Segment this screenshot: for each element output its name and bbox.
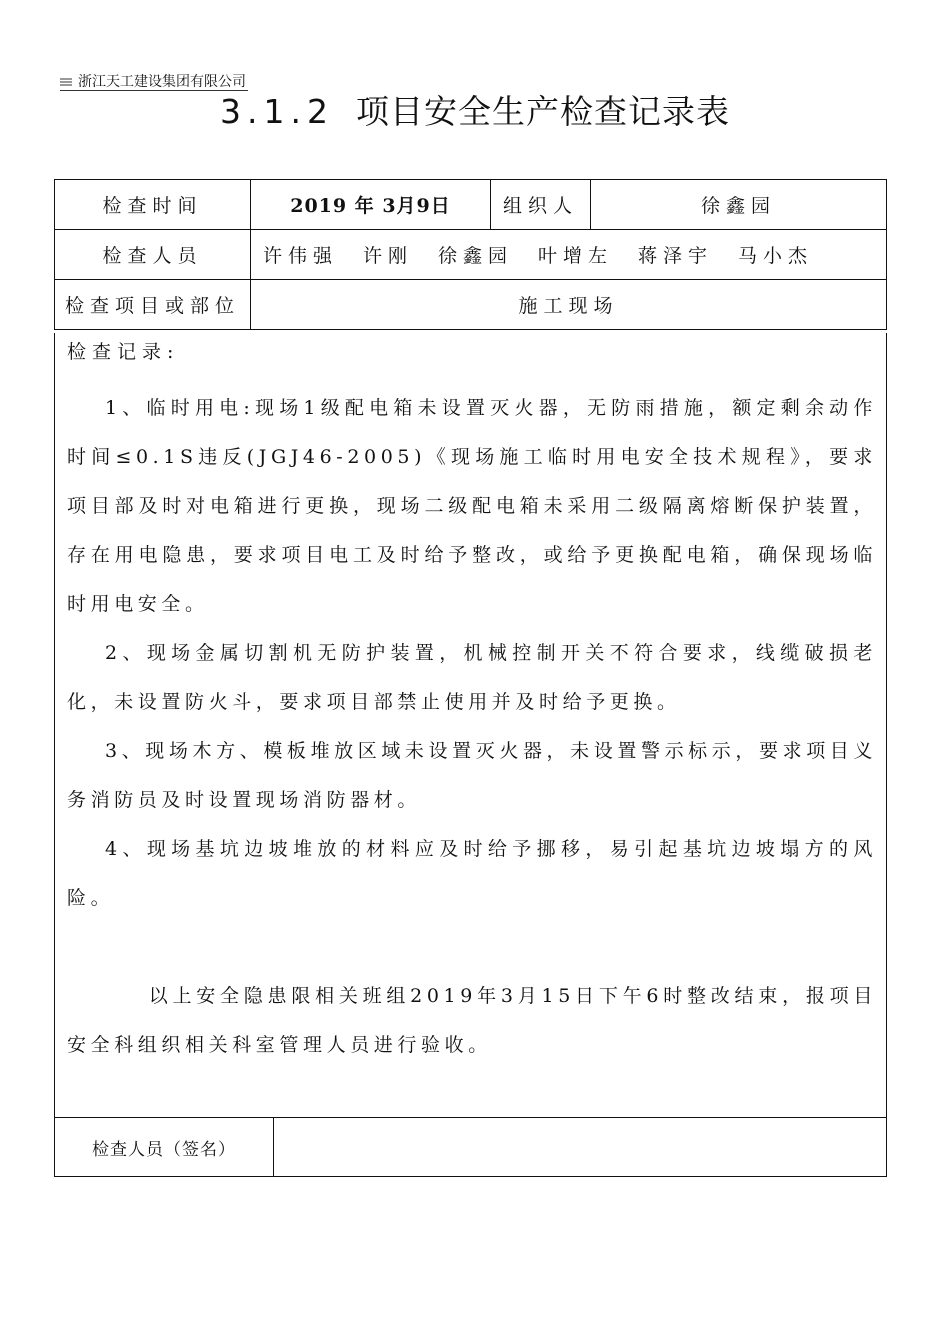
location-label: 检查项目或部位 [55, 280, 251, 330]
record-body [67, 384, 877, 1070]
signature-label: 检查人员（签名） [55, 1118, 274, 1177]
signature-field[interactable] [274, 1118, 887, 1177]
record-item-2: 2、现场金属切割机无防护装置，机械控制开关不符合要求，线缆破损老化，未设置防火斗，要求项目部禁止使用并及时给予更换。 [67, 642, 877, 713]
table-row [55, 1118, 887, 1177]
page-title [0, 86, 950, 133]
inspection-record-section [54, 333, 887, 1117]
signature-table [54, 1117, 887, 1177]
table-row [55, 280, 887, 330]
company-logo-icon [60, 78, 72, 86]
title-number: 3.1.2 [220, 92, 334, 131]
organizer-label: 组织人 [491, 180, 591, 230]
inspectors-label: 检查人员 [55, 230, 251, 280]
inspectors-value: 许伟强 许刚 徐鑫园 叶增左 蒋泽宇 马小杰 [251, 230, 887, 280]
time-value: 2019 年 3月9日 [251, 180, 491, 230]
table-row [55, 180, 887, 230]
organizer-value: 徐鑫园 [591, 180, 887, 230]
location-value: 施工现场 [251, 280, 887, 330]
time-label: 检查时间 [55, 180, 251, 230]
record-conclusion: 以上安全隐患限相关班组2019年3月15日下午6时整改结束，报项目安全科组织相关科室管理人员进行验收。 [67, 985, 877, 1056]
record-item-4: 4、现场基坑边坡堆放的材料应及时给予挪移，易引起基坑边坡塌方的风险。 [67, 838, 877, 909]
title-text: 项目安全生产检查记录表 [355, 92, 730, 131]
record-item-3: 3、现场木方、模板堆放区域未设置灭火器，未设置警示标示，要求项目义务消防员及时设置现场消防器材。 [67, 740, 877, 811]
record-item-1: 1、临时用电:现场1级配电箱未设置灭火器，无防雨措施，额定剩余动作时间≤0.1S违反(JGJ46-2005)《现场施工临时用电安全技术规程》，要求项目部及时对电箱进行更换，现场二级配电箱未采用二级隔离熔断保护装置，存在用电隐患，要求项目电工及时给予整改，或给予更换配电箱，确保现场临时用电安全。 [67, 397, 877, 615]
company-name: 浙江天工建设集团有限公司 [78, 74, 246, 90]
record-label: 检查记录: [67, 341, 180, 363]
table-row [55, 230, 887, 280]
inspection-info-table [54, 179, 887, 330]
